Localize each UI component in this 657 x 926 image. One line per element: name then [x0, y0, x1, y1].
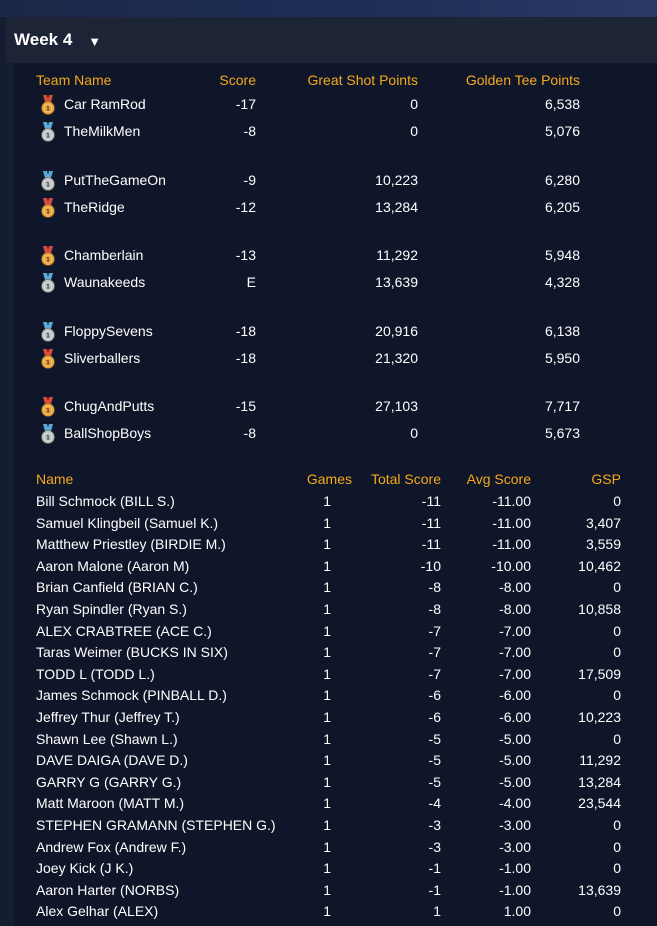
- silver-medal-icon: [39, 171, 57, 191]
- player-name: Bill Schmock (BILL S.): [36, 493, 175, 509]
- player-avg-score: -11.00: [492, 536, 531, 553]
- player-total-score: -11: [421, 536, 441, 553]
- team-score: -18: [235, 323, 256, 339]
- player-avg-score: 1.00: [503, 903, 531, 920]
- silver-medal-icon: [39, 122, 57, 142]
- svg-text:1: 1: [45, 181, 51, 189]
- player-gsp: 0: [613, 838, 621, 855]
- player-total-score: 1: [433, 903, 441, 920]
- team-name: BallShopBoys: [64, 425, 152, 441]
- player-avg-score: -5.00: [499, 730, 531, 747]
- top-strip: [0, 0, 657, 17]
- col-great-shot-points: Great Shot Points: [307, 72, 418, 88]
- player-name: Aaron Malone (Aaron M): [36, 557, 190, 574]
- player-avg-score: -3.00: [499, 817, 531, 833]
- player-total-score: -4: [428, 795, 441, 812]
- team-name: PutTheGameOn: [64, 172, 166, 188]
- player-games: 1: [323, 903, 331, 920]
- player-gsp: 0: [613, 730, 621, 747]
- team-score: -17: [235, 96, 256, 112]
- team-golden-tee-points: 5,950: [544, 350, 580, 366]
- player-name: DAVE DAIGA (DAVE D.): [36, 752, 188, 769]
- player-avg-score: -6.00: [499, 709, 531, 725]
- team-golden-tee-points: 6,538: [544, 96, 580, 112]
- player-total-score: -8: [428, 601, 441, 617]
- team-golden-tee-points: 7,717: [544, 398, 580, 414]
- team-name: FloppySevens: [64, 323, 153, 339]
- player-avg-score: -5.00: [499, 773, 531, 790]
- player-name: Alex Gelhar (ALEX): [36, 903, 159, 920]
- team-score: -8: [243, 123, 256, 139]
- player-gsp: 0: [613, 622, 621, 639]
- player-games: 1: [323, 881, 331, 898]
- player-gsp: 13,639: [578, 881, 621, 898]
- player-games: 1: [323, 644, 331, 661]
- player-gsp: 0: [613, 493, 621, 509]
- svg-text:1: 1: [45, 332, 51, 340]
- svg-text:1: 1: [45, 434, 51, 442]
- player-gsp: 0: [613, 817, 621, 833]
- player-games: 1: [323, 795, 331, 812]
- player-total-score: -7: [428, 665, 441, 682]
- player-name: TODD L (TODD L.): [36, 665, 155, 682]
- team-great-shot-points: 0: [410, 123, 418, 139]
- col-golden-tee-points: Golden Tee Points: [465, 72, 580, 88]
- col-avg-score: Avg Score: [466, 471, 531, 487]
- player-games: 1: [323, 601, 331, 617]
- col-games: Games: [306, 471, 352, 487]
- col-score: Score: [219, 72, 256, 88]
- player-total-score: -1: [428, 881, 441, 898]
- team-great-shot-points: 10,223: [375, 172, 418, 188]
- svg-text:1: 1: [45, 105, 51, 113]
- player-name: Jeffrey Thur (Jeffrey T.): [36, 709, 180, 725]
- player-games: 1: [323, 665, 331, 682]
- player-total-score: -5: [428, 773, 441, 790]
- player-gsp: 3,559: [585, 536, 621, 553]
- player-games: 1: [323, 687, 331, 704]
- team-golden-tee-points: 6,205: [544, 199, 580, 215]
- player-avg-score: -8.00: [499, 601, 531, 617]
- team-great-shot-points: 11,292: [376, 247, 418, 263]
- week-label: Week 4: [14, 30, 73, 49]
- team-great-shot-points: 20,916: [375, 323, 418, 339]
- svg-text:1: 1: [45, 359, 51, 367]
- player-name: ALEX CRABTREE (ACE C.): [36, 622, 212, 639]
- team-golden-tee-points: 5,673: [544, 425, 580, 441]
- team-golden-tee-points: 5,948: [544, 247, 580, 263]
- svg-text:1: 1: [45, 208, 51, 216]
- team-golden-tee-points: 6,138: [544, 323, 580, 339]
- col-total-score: Total Score: [370, 471, 441, 487]
- player-avg-score: -4.00: [499, 795, 531, 812]
- team-score: -13: [235, 247, 256, 263]
- player-games: 1: [323, 773, 331, 790]
- player-name: Shawn Lee (Shawn L.): [36, 730, 178, 747]
- player-games: 1: [323, 730, 331, 747]
- player-games: 1: [323, 752, 331, 769]
- player-name: Brian Canfield (BRIAN C.): [36, 579, 198, 596]
- player-gsp: 10,462: [578, 557, 621, 574]
- player-gsp: 0: [613, 860, 621, 877]
- team-golden-tee-points: 5,076: [544, 123, 580, 139]
- caret-down-icon[interactable]: ▼: [88, 33, 102, 49]
- team-great-shot-points: 13,639: [375, 274, 418, 290]
- player-name: Taras Weimer (BUCKS IN SIX): [36, 644, 228, 661]
- player-games: 1: [323, 514, 331, 531]
- player-name: James Schmock (PINBALL D.): [36, 687, 227, 704]
- player-games: 1: [323, 557, 331, 574]
- player-games: 1: [323, 579, 331, 596]
- player-name: Aaron Harter (NORBS): [36, 881, 180, 898]
- gold-medal-icon: [39, 198, 57, 218]
- player-avg-score: -1.00: [499, 881, 531, 898]
- player-total-score: -3: [428, 838, 441, 855]
- player-total-score: -11: [421, 514, 441, 531]
- gold-medal-icon: [39, 95, 57, 115]
- player-gsp: 3,407: [585, 514, 621, 531]
- player-name: GARRY G (GARRY G.): [36, 773, 182, 790]
- player-name: Matthew Priestley (BIRDIE M.): [36, 536, 226, 553]
- player-games: 1: [323, 493, 331, 509]
- player-total-score: -6: [428, 687, 441, 704]
- silver-medal-icon: [39, 424, 57, 444]
- player-total-score: -10: [420, 557, 441, 574]
- team-score: -12: [235, 199, 256, 215]
- svg-text:1: 1: [45, 132, 51, 140]
- player-total-score: -6: [428, 709, 441, 725]
- player-avg-score: -1.00: [499, 860, 531, 877]
- player-gsp: 10,858: [578, 601, 621, 617]
- player-gsp: 10,223: [578, 709, 621, 725]
- player-total-score: -5: [428, 752, 441, 769]
- team-great-shot-points: 27,103: [375, 398, 418, 414]
- player-avg-score: -5.00: [499, 752, 531, 769]
- player-avg-score: -7.00: [499, 665, 531, 682]
- player-name: Matt Maroon (MATT M.): [36, 795, 185, 812]
- player-games: 1: [323, 622, 331, 639]
- gold-medal-icon: [39, 246, 57, 266]
- player-gsp: 23,544: [578, 795, 621, 812]
- player-gsp: 13,284: [578, 773, 621, 790]
- silver-medal-icon: [39, 322, 57, 342]
- week-selector[interactable]: [6, 17, 657, 63]
- player-total-score: -11: [421, 493, 441, 509]
- player-name: Joey Kick (J K.): [36, 860, 134, 877]
- player-avg-score: -3.00: [499, 838, 531, 855]
- player-name: Ryan Spindler (Ryan S.): [36, 601, 187, 617]
- col-gsp: GSP: [591, 471, 621, 487]
- player-games: 1: [323, 860, 331, 877]
- team-name: TheMilkMen: [64, 123, 141, 139]
- col-team-name: Team Name: [36, 72, 112, 88]
- gold-medal-icon: [39, 397, 57, 417]
- player-avg-score: -8.00: [499, 579, 531, 596]
- player-games: 1: [323, 838, 331, 855]
- player-gsp: 0: [613, 579, 621, 596]
- player-avg-score: -6.00: [499, 687, 531, 704]
- team-golden-tee-points: 6,280: [544, 172, 580, 188]
- team-great-shot-points: 13,284: [375, 199, 418, 215]
- svg-text:1: 1: [45, 283, 51, 291]
- team-golden-tee-points: 4,328: [544, 274, 580, 290]
- silver-medal-icon: [39, 273, 57, 293]
- team-name: Car RamRod: [64, 96, 146, 112]
- team-name: ChugAndPutts: [64, 398, 155, 414]
- team-score: -18: [235, 350, 256, 366]
- player-total-score: -7: [428, 644, 441, 661]
- player-avg-score: -11.00: [492, 493, 531, 509]
- col-player-name: Name: [36, 471, 74, 487]
- team-great-shot-points: 0: [410, 425, 418, 441]
- team-score: E: [246, 274, 256, 290]
- player-avg-score: -11.00: [492, 514, 531, 531]
- player-gsp: 17,509: [578, 665, 621, 682]
- team-name: Chamberlain: [64, 247, 144, 263]
- player-gsp: 0: [613, 903, 621, 920]
- team-score: -15: [235, 398, 256, 414]
- player-name: STEPHEN GRAMANN (STEPHEN G.): [36, 817, 276, 833]
- player-games: 1: [323, 709, 331, 725]
- svg-text:1: 1: [45, 256, 51, 264]
- player-avg-score: -10.00: [491, 557, 531, 574]
- team-great-shot-points: 0: [410, 96, 418, 112]
- player-name: Samuel Klingbeil (Samuel K.): [36, 514, 219, 531]
- team-name: Sliverballers: [64, 350, 141, 366]
- player-total-score: -5: [428, 730, 441, 747]
- player-games: 1: [323, 536, 331, 553]
- player-games: 1: [323, 817, 331, 833]
- player-gsp: 11,292: [579, 752, 621, 769]
- player-gsp: 0: [613, 644, 621, 661]
- gold-medal-icon: [39, 349, 57, 369]
- team-name: TheRidge: [64, 199, 125, 215]
- player-total-score: -3: [428, 817, 441, 833]
- player-total-score: -1: [428, 860, 441, 877]
- player-avg-score: -7.00: [499, 644, 531, 661]
- svg-text:1: 1: [45, 407, 51, 415]
- player-avg-score: -7.00: [499, 622, 531, 639]
- team-great-shot-points: 21,320: [375, 350, 418, 366]
- player-total-score: -8: [428, 579, 441, 596]
- team-name: Waunakeeds: [64, 274, 146, 290]
- player-name: Andrew Fox (Andrew F.): [36, 838, 187, 855]
- team-score: -8: [243, 425, 256, 441]
- player-gsp: 0: [613, 687, 621, 704]
- team-score: -9: [243, 172, 256, 188]
- player-total-score: -7: [428, 622, 441, 639]
